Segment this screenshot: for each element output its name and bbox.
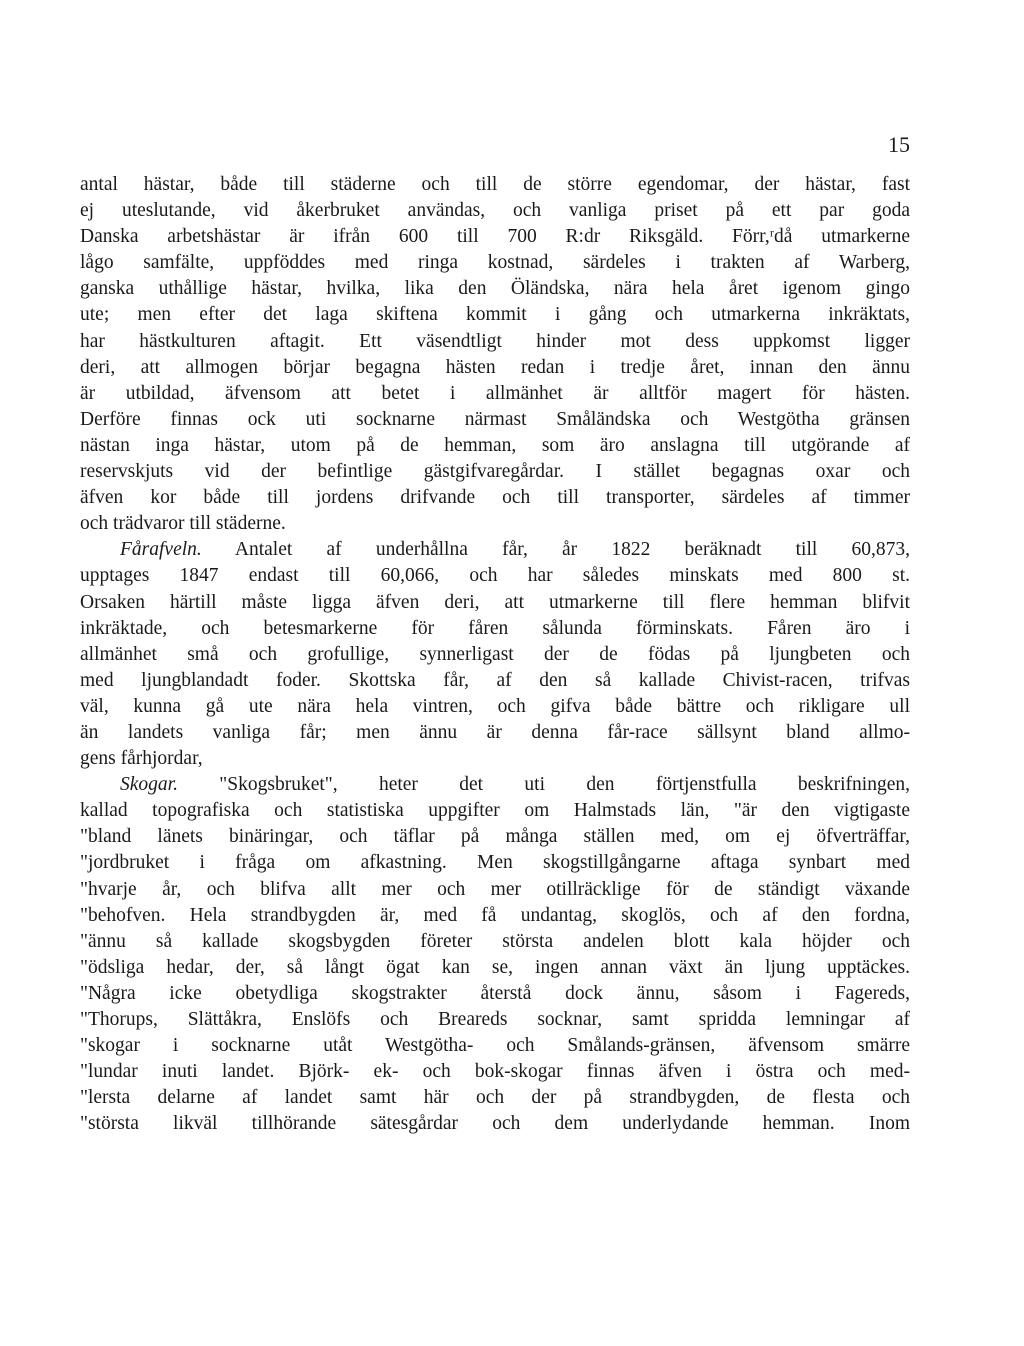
text-line: ej uteslutande, vid åkerbruket användas, och vanliga priset på ett par goda <box>80 200 910 222</box>
text-line: "lundar inuti landet. Björk- ek- och bok-skogar finnas äfven i östra och med- <box>80 1061 910 1083</box>
text-line: kallad topografiska och statistiska uppgifter om Halmstads län, "är den vigtigaste <box>80 800 910 822</box>
text-line: reservskjuts vid der befintlige gästgifvaregårdar. I stället begagnas oxar och <box>80 461 910 483</box>
line-text: "Skogsbruket", heter det uti den förtjenstfulla beskrifningen, <box>177 774 910 796</box>
text-line: "ännu så kallade skogsbygden företer största andelen blott kala höjder och <box>80 930 910 952</box>
text-line: antal hästar, både till städerne och till de större egendomar, der hästar, fast <box>80 174 910 195</box>
text-line: deri, att allmogen börjar begagna hästen redan i tredje året, innan den ännu <box>80 356 910 378</box>
text-line: "hvarje år, och blifva allt mer och mer otillräcklige för de ständigt växande <box>80 878 910 900</box>
text-line: "lersta delarne af landet samt här och der på strandbygden, de flesta och <box>80 1087 910 1109</box>
text-line: har hästkulturen aftagit. Ett väsendtligt hinder mot dess uppkomst ligger <box>80 330 910 352</box>
text-line: nästan inga hästar, utom på de hemman, som äro anslagna till utgörande af <box>80 434 910 456</box>
text-line: "största likväl tillhörande sätesgårdar och dem underlydande hemman. Inom <box>80 1113 910 1135</box>
text-line: Derföre finnas ock uti socknarne närmast Småländska och Westgötha gränsen <box>80 408 910 430</box>
line-text: Antalet af underhållna får, år 1822 beräknadt till 60,873, <box>201 539 910 561</box>
section-heading: Skogar. <box>120 774 178 796</box>
text-line: och trädvaror till städerne. <box>80 513 286 535</box>
text-line: än landets vanliga får; men ännu är denna får-race sällsynt bland allmo- <box>80 721 910 743</box>
section-heading-line <box>80 537 910 563</box>
text-line: med ljungblandadt foder. Skottska får, af den så kallade Chivist-racen, trifvas <box>80 669 910 691</box>
text-line: inkräktade, och betesmarkerne för fåren sålunda förminskats. Fåren äro i <box>80 617 910 639</box>
text-line: ganska uthållige hästar, hvilka, lika den Öländska, nära hela året igenom gingo <box>80 278 910 300</box>
text-line: "jordbruket i fråga om afkastning. Men skogstillgångarne aftaga synbart med <box>80 852 910 874</box>
page-number: 15 <box>888 132 910 157</box>
text-line: Danska arbetshästar är ifrån 600 till 700 R:dr Riksgäld. Förr,ʳdå utmarkerne <box>80 226 910 248</box>
text-line: gens fårhjordar, <box>80 748 203 770</box>
text-line: "bland länets binäringar, och täflar på många ställen med, om ej öfverträffar, <box>80 826 910 848</box>
text-line: "ödsliga hedar, der, så långt ögat kan se, ingen annan växt än ljung upptäckes. <box>80 956 910 978</box>
text-line: väl, kunna gå ute nära hela vintren, och gifva både bättre och rikligare ull <box>80 695 910 717</box>
section-heading: Fårafveln. <box>120 539 202 561</box>
section-heading-line <box>80 772 910 798</box>
text-line: är utbildad, äfvensom att betet i allmänhet är alltför magert för hästen. <box>80 382 910 404</box>
text-line: "behofven. Hela strandbygden är, med få undantag, skoglös, och af den fordna, <box>80 904 910 926</box>
text-line: äfven kor både till jordens drifvande och till transporter, särdeles af timmer <box>80 487 910 509</box>
text-line: Orsaken härtill måste ligga äfven deri, att utmarkerne till flere hemman blifvit <box>80 591 910 613</box>
text-line: "Thorups, Slättåkra, Enslöfs och Breareds socknar, samt spridda lemningar af <box>80 1009 910 1030</box>
text-line: lågo samfälte, uppföddes med ringa kostnad, särdeles i trakten af Warberg, <box>80 252 910 274</box>
body-text <box>80 172 910 1137</box>
text-line: allmänhet små och grofullige, synnerligast der de födas på ljungbeten och <box>80 643 910 665</box>
text-line: "skogar i socknarne utåt Westgötha- och Smålands-gränsen, äfvensom smärre <box>80 1035 910 1057</box>
text-line: "Några icke obetydliga skogstrakter återstå dock ännu, såsom i Fagereds, <box>80 982 910 1004</box>
text-line: ute; men efter det laga skiftena kommit i gång och utmarkerna inkräktats, <box>80 304 910 326</box>
text-line: upptages 1847 endast till 60,066, och har således minskats med 800 st. <box>80 565 910 587</box>
